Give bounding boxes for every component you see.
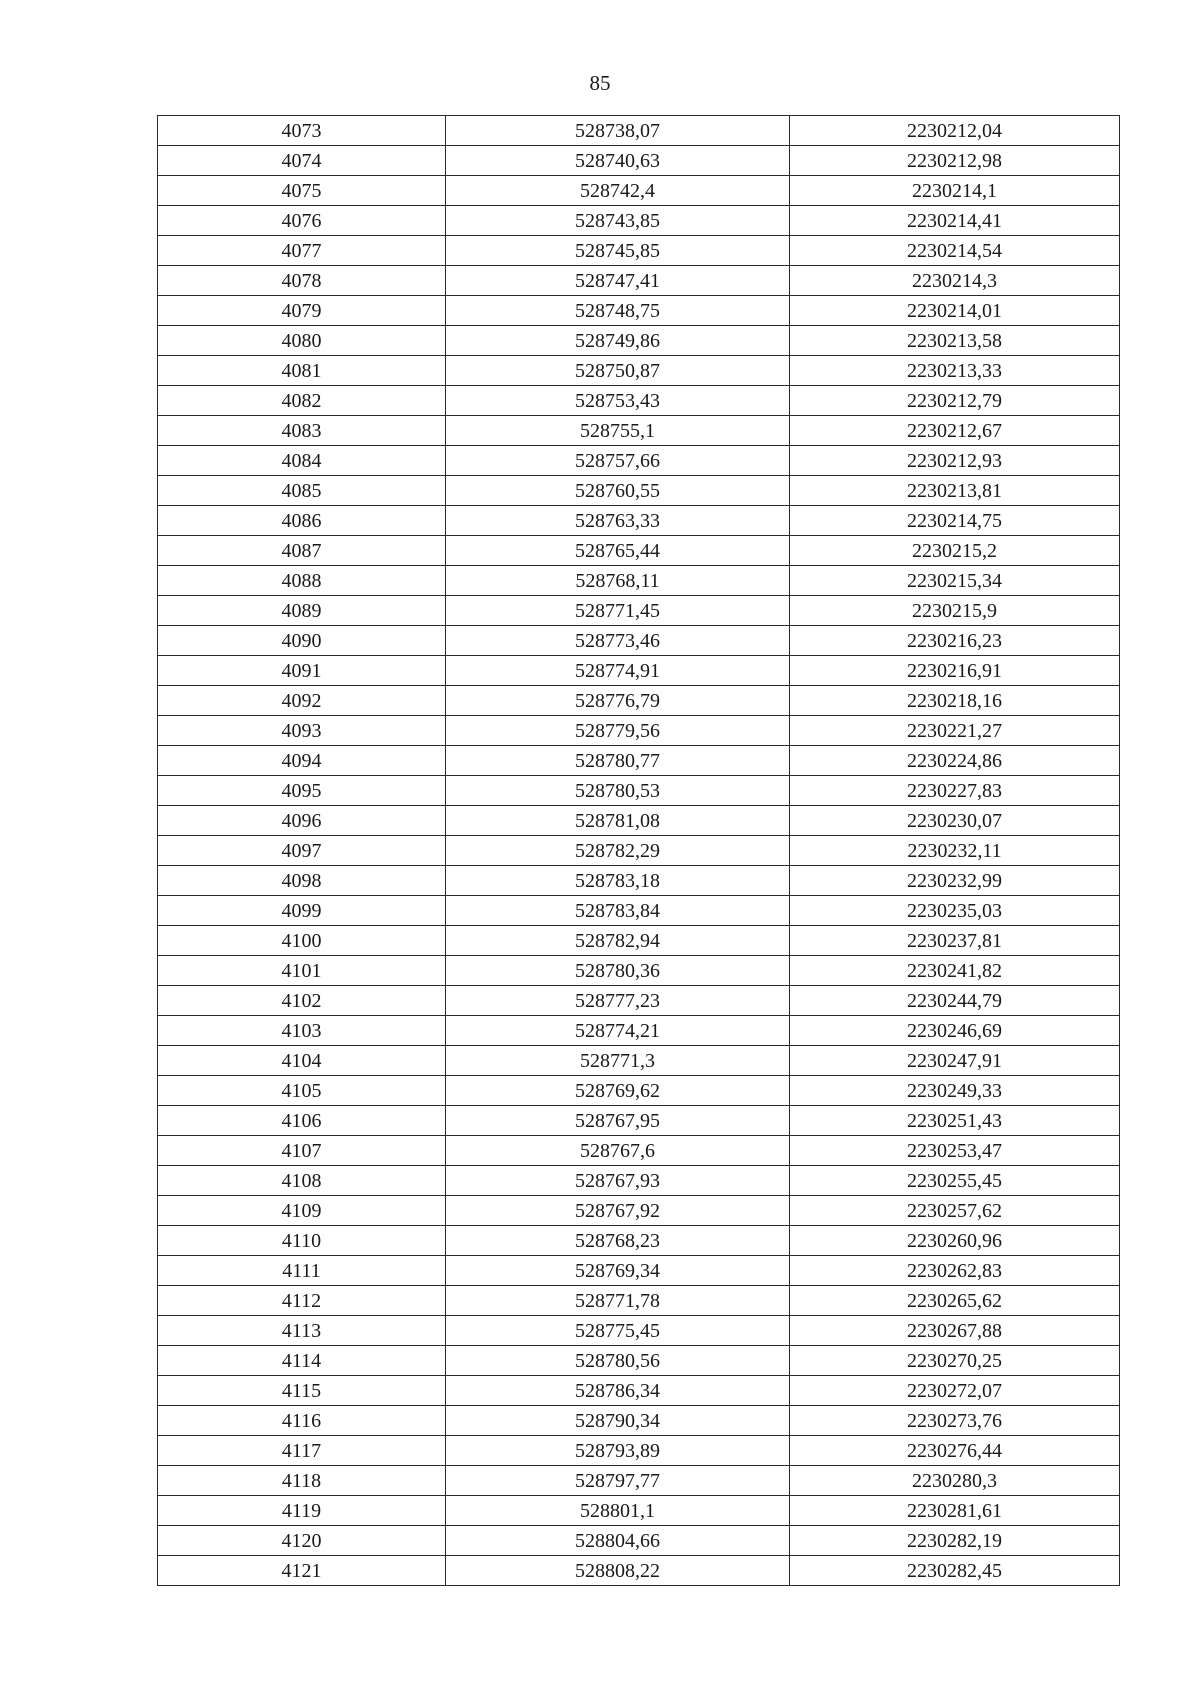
point-number-cell: 4113 <box>158 1316 446 1346</box>
table-row <box>158 176 1120 206</box>
point-number-cell: 4088 <box>158 566 446 596</box>
x-coordinate-cell: 528797,77 <box>446 1466 790 1496</box>
y-coordinate-cell: 2230214,01 <box>790 296 1120 326</box>
point-number-cell: 4086 <box>158 506 446 536</box>
x-coordinate-cell: 528747,41 <box>446 266 790 296</box>
y-coordinate-cell: 2230212,98 <box>790 146 1120 176</box>
point-number-cell: 4118 <box>158 1466 446 1496</box>
y-coordinate-cell: 2230244,79 <box>790 986 1120 1016</box>
x-coordinate-cell: 528767,6 <box>446 1136 790 1166</box>
y-coordinate-cell: 2230255,45 <box>790 1166 1120 1196</box>
table-row <box>158 1526 1120 1556</box>
table-row <box>158 896 1120 926</box>
x-coordinate-cell: 528748,75 <box>446 296 790 326</box>
table-row <box>158 1556 1120 1586</box>
y-coordinate-cell: 2230262,83 <box>790 1256 1120 1286</box>
table-row <box>158 296 1120 326</box>
point-number-cell: 4095 <box>158 776 446 806</box>
point-number-cell: 4079 <box>158 296 446 326</box>
table-row <box>158 506 1120 536</box>
point-number-cell: 4076 <box>158 206 446 236</box>
table-row <box>158 1016 1120 1046</box>
y-coordinate-cell: 2230212,79 <box>790 386 1120 416</box>
x-coordinate-cell: 528776,79 <box>446 686 790 716</box>
y-coordinate-cell: 2230260,96 <box>790 1226 1120 1256</box>
point-number-cell: 4083 <box>158 416 446 446</box>
point-number-cell: 4092 <box>158 686 446 716</box>
table-row <box>158 416 1120 446</box>
x-coordinate-cell: 528801,1 <box>446 1496 790 1526</box>
x-coordinate-cell: 528767,95 <box>446 1106 790 1136</box>
point-number-cell: 4089 <box>158 596 446 626</box>
point-number-cell: 4114 <box>158 1346 446 1376</box>
point-number-cell: 4110 <box>158 1226 446 1256</box>
table-row <box>158 386 1120 416</box>
y-coordinate-cell: 2230214,3 <box>790 266 1120 296</box>
point-number-cell: 4116 <box>158 1406 446 1436</box>
x-coordinate-cell: 528757,66 <box>446 446 790 476</box>
table-row <box>158 1496 1120 1526</box>
coordinates-table <box>157 115 1120 1586</box>
table-row <box>158 596 1120 626</box>
x-coordinate-cell: 528769,62 <box>446 1076 790 1106</box>
y-coordinate-cell: 2230282,45 <box>790 1556 1120 1586</box>
table-row <box>158 116 1120 146</box>
y-coordinate-cell: 2230237,81 <box>790 926 1120 956</box>
y-coordinate-cell: 2230253,47 <box>790 1136 1120 1166</box>
point-number-cell: 4081 <box>158 356 446 386</box>
table-row <box>158 866 1120 896</box>
x-coordinate-cell: 528750,87 <box>446 356 790 386</box>
x-coordinate-cell: 528768,11 <box>446 566 790 596</box>
page-number: 85 <box>589 71 611 95</box>
table-row <box>158 1256 1120 1286</box>
x-coordinate-cell: 528782,94 <box>446 926 790 956</box>
point-number-cell: 4121 <box>158 1556 446 1586</box>
x-coordinate-cell: 528804,66 <box>446 1526 790 1556</box>
table-row <box>158 476 1120 506</box>
x-coordinate-cell: 528780,36 <box>446 956 790 986</box>
x-coordinate-cell: 528767,93 <box>446 1166 790 1196</box>
y-coordinate-cell: 2230270,25 <box>790 1346 1120 1376</box>
table-row <box>158 806 1120 836</box>
table-row <box>158 656 1120 686</box>
table-row <box>158 1106 1120 1136</box>
x-coordinate-cell: 528786,34 <box>446 1376 790 1406</box>
table-row <box>158 1466 1120 1496</box>
x-coordinate-cell: 528783,18 <box>446 866 790 896</box>
x-coordinate-cell: 528775,45 <box>446 1316 790 1346</box>
x-coordinate-cell: 528742,4 <box>446 176 790 206</box>
table-row <box>158 326 1120 356</box>
point-number-cell: 4104 <box>158 1046 446 1076</box>
point-number-cell: 4120 <box>158 1526 446 1556</box>
y-coordinate-cell: 2230241,82 <box>790 956 1120 986</box>
x-coordinate-cell: 528777,23 <box>446 986 790 1016</box>
y-coordinate-cell: 2230214,75 <box>790 506 1120 536</box>
table-row <box>158 1076 1120 1106</box>
y-coordinate-cell: 2230216,91 <box>790 656 1120 686</box>
y-coordinate-cell: 2230215,34 <box>790 566 1120 596</box>
y-coordinate-cell: 2230212,67 <box>790 416 1120 446</box>
x-coordinate-cell: 528753,43 <box>446 386 790 416</box>
y-coordinate-cell: 2230213,58 <box>790 326 1120 356</box>
point-number-cell: 4093 <box>158 716 446 746</box>
x-coordinate-cell: 528774,21 <box>446 1016 790 1046</box>
point-number-cell: 4109 <box>158 1196 446 1226</box>
table-body <box>158 116 1120 1586</box>
point-number-cell: 4103 <box>158 1016 446 1046</box>
table-row <box>158 1136 1120 1166</box>
y-coordinate-cell: 2230273,76 <box>790 1406 1120 1436</box>
table-row <box>158 926 1120 956</box>
y-coordinate-cell: 2230212,93 <box>790 446 1120 476</box>
point-number-cell: 4101 <box>158 956 446 986</box>
y-coordinate-cell: 2230216,23 <box>790 626 1120 656</box>
table-row <box>158 1226 1120 1256</box>
y-coordinate-cell: 2230282,19 <box>790 1526 1120 1556</box>
table-row <box>158 1166 1120 1196</box>
point-number-cell: 4107 <box>158 1136 446 1166</box>
point-number-cell: 4085 <box>158 476 446 506</box>
table-row <box>158 1436 1120 1466</box>
x-coordinate-cell: 528780,53 <box>446 776 790 806</box>
x-coordinate-cell: 528771,3 <box>446 1046 790 1076</box>
y-coordinate-cell: 2230212,04 <box>790 116 1120 146</box>
y-coordinate-cell: 2230214,54 <box>790 236 1120 266</box>
table-row <box>158 266 1120 296</box>
x-coordinate-cell: 528771,78 <box>446 1286 790 1316</box>
point-number-cell: 4106 <box>158 1106 446 1136</box>
table-row <box>158 566 1120 596</box>
y-coordinate-cell: 2230224,86 <box>790 746 1120 776</box>
x-coordinate-cell: 528768,23 <box>446 1226 790 1256</box>
point-number-cell: 4105 <box>158 1076 446 1106</box>
table-row <box>158 536 1120 566</box>
point-number-cell: 4097 <box>158 836 446 866</box>
y-coordinate-cell: 2230215,9 <box>790 596 1120 626</box>
table-row <box>158 446 1120 476</box>
y-coordinate-cell: 2230214,1 <box>790 176 1120 206</box>
point-number-cell: 4096 <box>158 806 446 836</box>
x-coordinate-cell: 528808,22 <box>446 1556 790 1586</box>
x-coordinate-cell: 528755,1 <box>446 416 790 446</box>
x-coordinate-cell: 528771,45 <box>446 596 790 626</box>
x-coordinate-cell: 528743,85 <box>446 206 790 236</box>
y-coordinate-cell: 2230215,2 <box>790 536 1120 566</box>
point-number-cell: 4108 <box>158 1166 446 1196</box>
point-number-cell: 4115 <box>158 1376 446 1406</box>
x-coordinate-cell: 528749,86 <box>446 326 790 356</box>
x-coordinate-cell: 528769,34 <box>446 1256 790 1286</box>
table-row <box>158 1316 1120 1346</box>
x-coordinate-cell: 528774,91 <box>446 656 790 686</box>
y-coordinate-cell: 2230218,16 <box>790 686 1120 716</box>
y-coordinate-cell: 2230276,44 <box>790 1436 1120 1466</box>
x-coordinate-cell: 528738,07 <box>446 116 790 146</box>
x-coordinate-cell: 528765,44 <box>446 536 790 566</box>
y-coordinate-cell: 2230265,62 <box>790 1286 1120 1316</box>
x-coordinate-cell: 528782,29 <box>446 836 790 866</box>
table-row <box>158 1346 1120 1376</box>
point-number-cell: 4082 <box>158 386 446 416</box>
point-number-cell: 4102 <box>158 986 446 1016</box>
x-coordinate-cell: 528745,85 <box>446 236 790 266</box>
x-coordinate-cell: 528790,34 <box>446 1406 790 1436</box>
table-row <box>158 236 1120 266</box>
table-row <box>158 206 1120 236</box>
table-row <box>158 776 1120 806</box>
point-number-cell: 4087 <box>158 536 446 566</box>
table-row <box>158 956 1120 986</box>
point-number-cell: 4080 <box>158 326 446 356</box>
y-coordinate-cell: 2230281,61 <box>790 1496 1120 1526</box>
y-coordinate-cell: 2230246,69 <box>790 1016 1120 1046</box>
x-coordinate-cell: 528763,33 <box>446 506 790 536</box>
y-coordinate-cell: 2230249,33 <box>790 1076 1120 1106</box>
y-coordinate-cell: 2230251,43 <box>790 1106 1120 1136</box>
point-number-cell: 4112 <box>158 1286 446 1316</box>
table-row <box>158 1046 1120 1076</box>
table-row <box>158 1406 1120 1436</box>
point-number-cell: 4074 <box>158 146 446 176</box>
table-row <box>158 1196 1120 1226</box>
table-row <box>158 686 1120 716</box>
table-row <box>158 836 1120 866</box>
y-coordinate-cell: 2230213,33 <box>790 356 1120 386</box>
x-coordinate-cell: 528779,56 <box>446 716 790 746</box>
table-row <box>158 356 1120 386</box>
point-number-cell: 4078 <box>158 266 446 296</box>
table-row <box>158 626 1120 656</box>
x-coordinate-cell: 528780,77 <box>446 746 790 776</box>
y-coordinate-cell: 2230221,27 <box>790 716 1120 746</box>
y-coordinate-cell: 2230235,03 <box>790 896 1120 926</box>
y-coordinate-cell: 2230232,99 <box>790 866 1120 896</box>
y-coordinate-cell: 2230232,11 <box>790 836 1120 866</box>
y-coordinate-cell: 2230214,41 <box>790 206 1120 236</box>
x-coordinate-cell: 528740,63 <box>446 146 790 176</box>
table-row <box>158 986 1120 1016</box>
point-number-cell: 4111 <box>158 1256 446 1286</box>
x-coordinate-cell: 528780,56 <box>446 1346 790 1376</box>
y-coordinate-cell: 2230247,91 <box>790 1046 1120 1076</box>
y-coordinate-cell: 2230213,81 <box>790 476 1120 506</box>
x-coordinate-cell: 528760,55 <box>446 476 790 506</box>
point-number-cell: 4075 <box>158 176 446 206</box>
y-coordinate-cell: 2230257,62 <box>790 1196 1120 1226</box>
point-number-cell: 4077 <box>158 236 446 266</box>
point-number-cell: 4117 <box>158 1436 446 1466</box>
point-number-cell: 4098 <box>158 866 446 896</box>
x-coordinate-cell: 528767,92 <box>446 1196 790 1226</box>
y-coordinate-cell: 2230272,07 <box>790 1376 1120 1406</box>
point-number-cell: 4084 <box>158 446 446 476</box>
point-number-cell: 4073 <box>158 116 446 146</box>
point-number-cell: 4091 <box>158 656 446 686</box>
table-row <box>158 1286 1120 1316</box>
x-coordinate-cell: 528781,08 <box>446 806 790 836</box>
point-number-cell: 4099 <box>158 896 446 926</box>
y-coordinate-cell: 2230267,88 <box>790 1316 1120 1346</box>
point-number-cell: 4119 <box>158 1496 446 1526</box>
x-coordinate-cell: 528783,84 <box>446 896 790 926</box>
y-coordinate-cell: 2230230,07 <box>790 806 1120 836</box>
point-number-cell: 4090 <box>158 626 446 656</box>
x-coordinate-cell: 528793,89 <box>446 1436 790 1466</box>
table-row <box>158 746 1120 776</box>
point-number-cell: 4100 <box>158 926 446 956</box>
y-coordinate-cell: 2230227,83 <box>790 776 1120 806</box>
y-coordinate-cell: 2230280,3 <box>790 1466 1120 1496</box>
table-row <box>158 1376 1120 1406</box>
point-number-cell: 4094 <box>158 746 446 776</box>
table-row <box>158 146 1120 176</box>
table-row <box>158 716 1120 746</box>
x-coordinate-cell: 528773,46 <box>446 626 790 656</box>
